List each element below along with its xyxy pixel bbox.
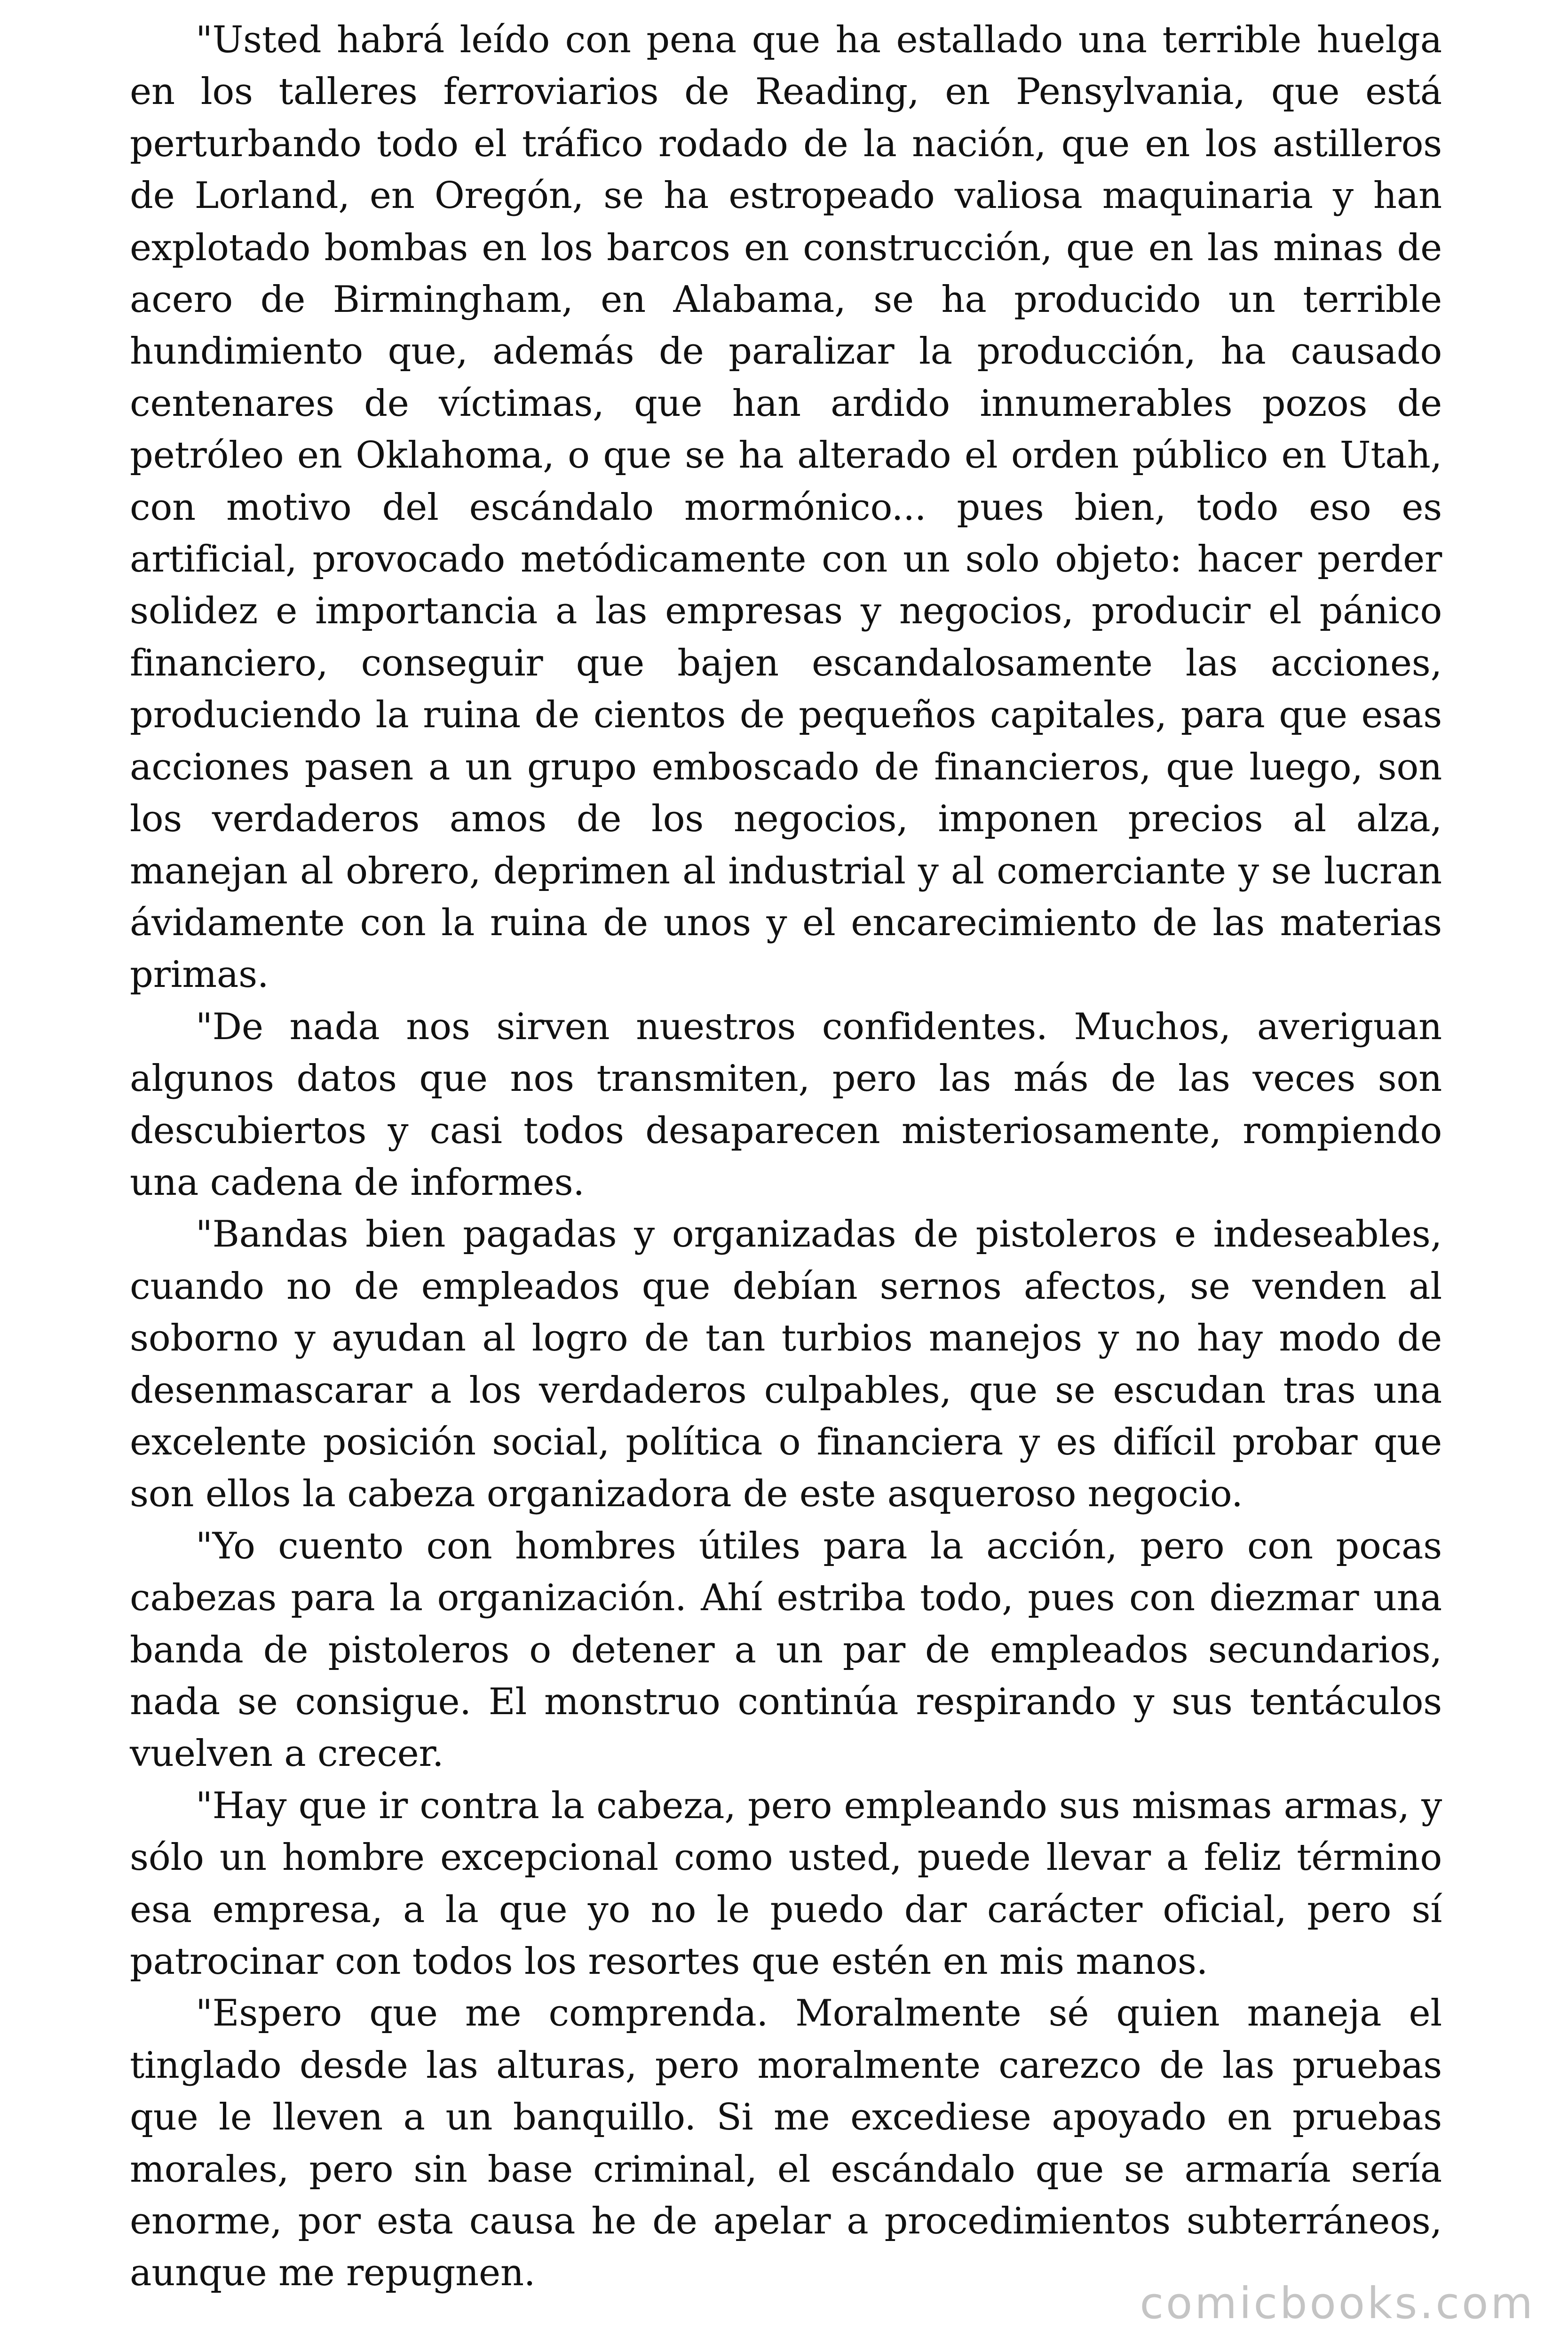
- paragraph-1: "Usted habrá leído con pena que ha estallado una terrible huelga en los talleres ferroviarios de Reading, en Pensylvania, que está perturbando todo el tráfico rodado de la nación, que en los astilleros de Lorland, en Oregón, se ha estropeado valiosa maquinaria y han explotado bombas en los barcos en construcción, que en las minas de acero de Birmingham, en Alabama, se ha producido un terrible hundimiento que, además de paralizar la producción, ha causado centenares de víctimas, que han ardido innumerables pozos de petróleo en Oklahoma, o que se ha alterado el orden público en Utah, con motivo del escándalo mormónico... pues bien, todo eso es artificial, provocado metódicamente con un solo objeto: hacer perder solidez e importancia a las empresas y negocios, producir el pánico financiero, conseguir que bajen escandalosamente las acciones, produciendo la ruina de cientos de pequeños capitales, para que esas acciones pasen a un grupo emboscado de financieros, que luego, son los verdaderos amos de los negocios, imponen precios al alza, manejan al obrero, deprimen al industrial y al comerciante y se lucran ávidamente con la ruina de unos y el encarecimiento de las materias primas.: [130, 19, 1442, 996]
- paragraph-6: "Espero que me comprenda. Moralmente sé quien maneja el tinglado desde las alturas, pero moralmente carezco de las pruebas que le lleven a un banquillo. Si me excediese apoyado en pruebas morales, pero sin base criminal, el escándalo que se armaría sería enorme, por esta causa he de apelar a procedimientos subterráneos, aunque me repugnen.: [130, 1992, 1442, 2295]
- paragraph-4: "Yo cuento con hombres útiles para la acción, pero con pocas cabezas para la organización. Ahí estriba todo, pues con diezmar una banda de pistoleros o detener a un par de empleados secundarios, nada se consigue. El monstruo continúa respirando y sus tentáculos vuelven a crecer.: [130, 1525, 1442, 1775]
- paragraph-5: "Hay que ir contra la cabeza, pero empleando sus mismas armas, y sólo un hombre excepcional como usted, puede llevar a feliz término esa empresa, a la que yo no le puedo dar carácter oficial, pero sí patrocinar con todos los resortes que estén en mis manos.: [130, 1784, 1442, 1983]
- paragraph-3: "Bandas bien pagadas y organizadas de pistoleros e indeseables, cuando no de empleados que debían sernos afectos, se venden al soborno y ayudan al logro de tan turbios manejos y no hay modo de desenmascarar a los verdaderos culpables, que se escudan tras una excelente posición social, política o financiera y es difícil probar que son ellos la cabeza organizadora de este asqueroso negocio.: [130, 1213, 1442, 1516]
- book-page: [130, 14, 1442, 2299]
- paragraph-2: "De nada nos sirven nuestros confidentes. Muchos, averiguan algunos datos que nos transmiten, pero las más de las veces son descubiertos y casi todos desaparecen misteriosamente, rompiendo una cadena de informes.: [130, 1005, 1442, 1204]
- watermark: comicbooks.com: [1140, 2278, 1535, 2328]
